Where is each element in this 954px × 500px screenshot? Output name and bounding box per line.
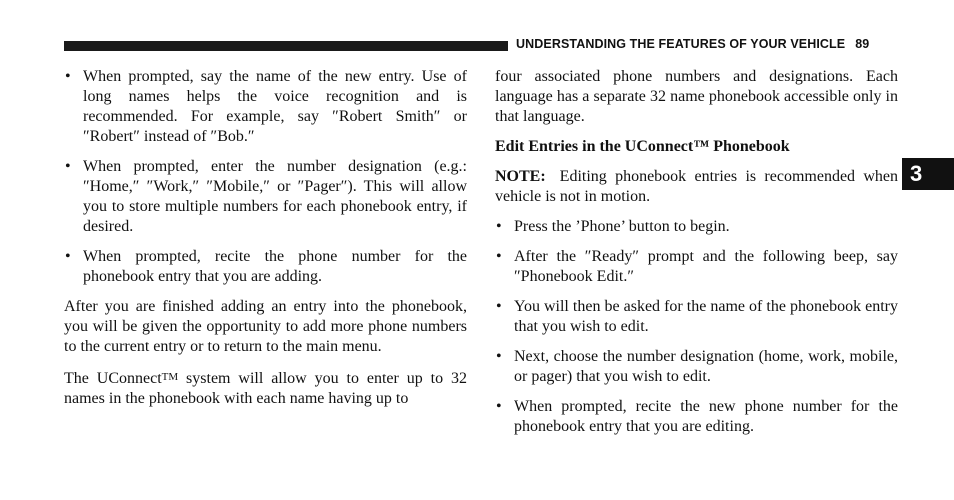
note-label: NOTE:: [495, 168, 546, 185]
paragraph-text: system will allow you to enter up to 32 names in the phonebook with each name having up to: [64, 370, 468, 407]
body-paragraph: [64, 367, 467, 409]
section-title: UNDERSTANDING THE FEATURES OF YOUR VEHICLE: [516, 37, 846, 51]
list-item: • When prompted, recite the new phone number for the phonebook entry that you are editing.: [495, 397, 898, 437]
body-paragraph: After you are finished adding an entry into the phonebook, you will be given the opportunity to add more phone numbers to the current entry or to return to the main menu.: [64, 298, 467, 355]
paragraph-text: The UConnect: [64, 370, 162, 387]
note-paragraph: [495, 167, 898, 207]
list-item: • Next, choose the number designation (home, work, mobile, or pager) that you wish to edit.: [495, 347, 898, 387]
chapter-tab: 3: [902, 158, 954, 190]
left-column: [64, 67, 467, 419]
section-heading: Edit Entries in the UConnect™ Phonebook: [495, 138, 790, 155]
page-number: 89: [855, 37, 870, 51]
list-item: • Press the ’Phone’ button to begin.: [495, 217, 898, 237]
list-item: • When prompted, enter the number designation (e.g.: ″Home,″ ″Work,″ ″Mobile,″ or ″Pager″). This will allow you to store multiple numbers for each phonebook entry, if desired.: [64, 157, 467, 237]
right-column: [495, 67, 898, 447]
note-text: Editing phonebook entries is recommended when vehicle is not in motion.: [495, 168, 898, 205]
list-item: • You will then be asked for the name of the phonebook entry that you wish to edit.: [495, 297, 898, 337]
body-paragraph: four associated phone numbers and designations. Each language has a separate 32 name phonebook accessible only in that language.: [495, 68, 898, 125]
list-item: • When prompted, say the name of the new entry. Use of long names helps the voice recognition and is recommended. For example, say ″Robert Smith″ or ″Robert″ instead of ″Bob.″: [64, 67, 467, 147]
list-item: • When prompted, recite the phone number for the phonebook entry that you are adding.: [64, 247, 467, 287]
header-rule: [64, 41, 508, 51]
running-header: [516, 37, 869, 51]
trademark-mark: TM: [161, 371, 179, 383]
list-item: • After the ″Ready″ prompt and the following beep, say ″Phonebook Edit.″: [495, 247, 898, 287]
